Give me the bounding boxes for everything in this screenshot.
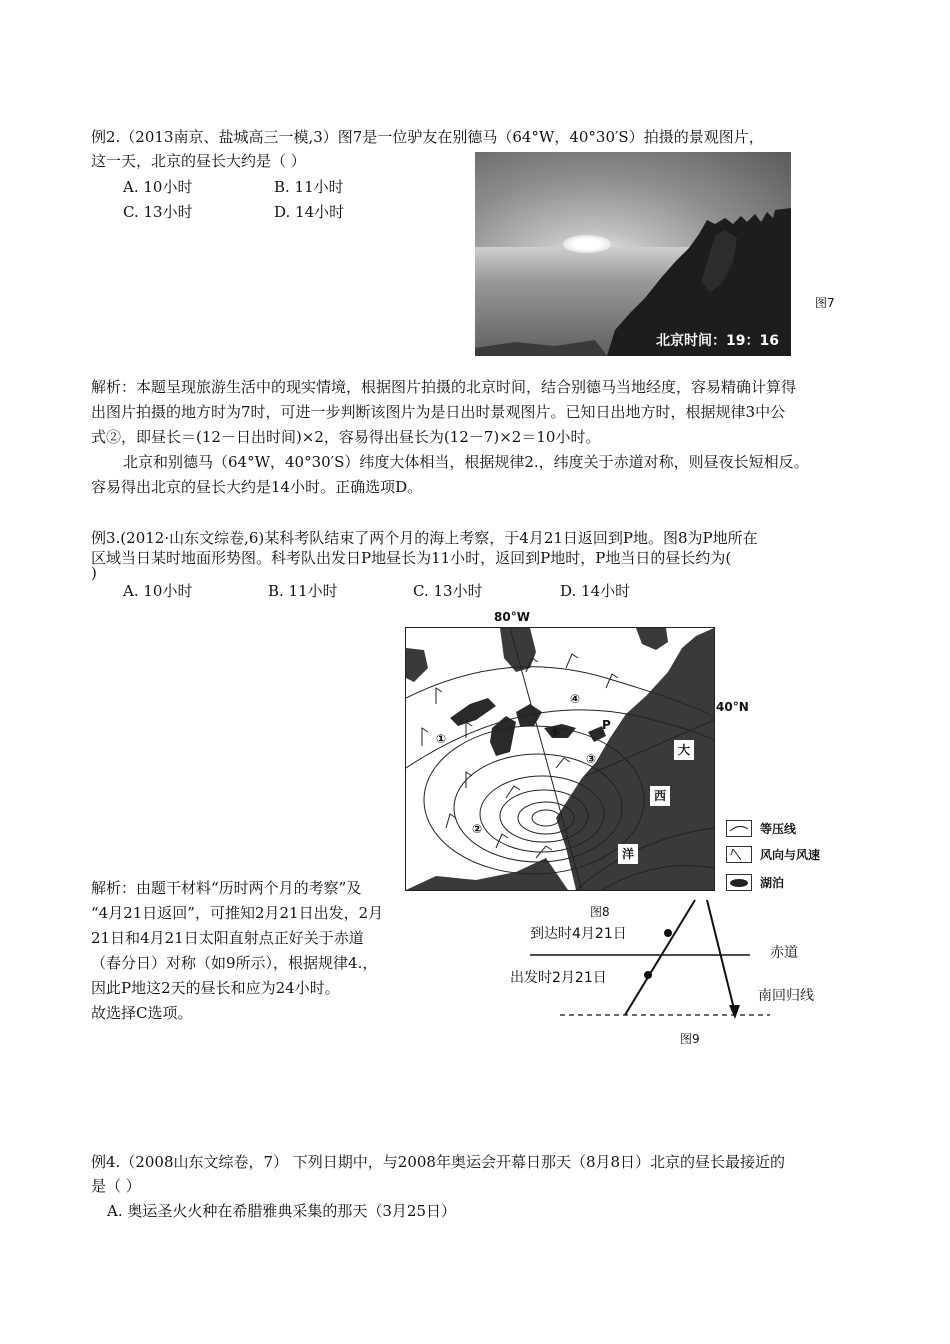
- map-marker-2: ②: [472, 822, 483, 836]
- example4-question-line1: 例4.（2008山东文综卷，7） 下列日期中，与2008年奥运会开幕日那天（8月8日）北京的昼长最接近的: [91, 1153, 786, 1171]
- map-ocean-label-2: 西: [650, 786, 670, 806]
- figure9-tropic-label: 南回归线: [758, 988, 814, 1004]
- example2-analysis-line3: 式②，即昼长＝(12－日出时间)×2，容易得出昼长为(12－7)×2＝10小时。: [91, 428, 601, 446]
- example4-question-line2: 是（ ）: [91, 1177, 141, 1195]
- example2-option-b: B. 11小时: [274, 178, 344, 196]
- example2-analysis-line1: 解析：本题呈现旅游生活中的现实情境，根据图片拍摄的北京时间，结合别德马当地经度，容易精确计算得: [91, 378, 797, 396]
- figure9-depart-label: 出发时2月21日: [510, 970, 607, 986]
- example2-option-a: A. 10小时: [123, 178, 193, 196]
- figure9-equator-label: 赤道: [770, 945, 798, 961]
- example3-analysis-line1: 解析：由题干材料“历时两个月的考察”及: [91, 879, 362, 897]
- example3-analysis-line6: 故选择C选项。: [91, 1004, 193, 1022]
- example3-analysis-line2: “4月21日返回”，可推知2月21日出发，2月: [91, 904, 384, 922]
- example3-question-line2: 区域当日某时地面形势图。科考队出发日P地昼长为11小时，返回到P地时，P地当日的昼长约为(: [91, 549, 732, 567]
- legend-lake-symbol: [726, 874, 752, 891]
- example2-analysis-line5: 容易得出北京的昼长大约是14小时。正确选项D。: [91, 478, 423, 496]
- map-ocean-label-3: 洋: [618, 844, 638, 864]
- weather-map-drawing: [406, 628, 714, 890]
- example2-question-line1: 例2.（2013南京、盐城高三一模,3）图7是一位驴友在别德马（64°W，40°30′S）拍摄的景观图片，: [91, 128, 764, 146]
- example4-option-a: A. 奥运圣火火种在希腊雅典采集的那天（3月25日）: [107, 1202, 457, 1220]
- example2-option-d: D. 14小时: [274, 203, 345, 221]
- weather-map: [405, 627, 715, 891]
- example2-analysis-line4: 北京和别德马（64°W，40°30′S）纬度大体相当，根据规律2.，纬度关于赤道对称，则昼夜长短相反。: [123, 453, 809, 471]
- example3-analysis-line5: 因此P地这2天的昼长和应为24小时。: [91, 979, 340, 997]
- map-marker-4: ④: [570, 692, 581, 706]
- figure9-caption: 图9: [680, 1032, 700, 1046]
- map-longitude-label: 80°W: [494, 610, 530, 624]
- example3-analysis-line4: （春分日）对称（如9所示），根据规律4.，: [91, 954, 378, 972]
- example3-option-a: A. 10小时: [123, 582, 193, 600]
- map-marker-3: ③: [586, 752, 597, 766]
- map-marker-5: ⑤: [550, 726, 561, 740]
- legend-isobar-symbol: [726, 820, 752, 837]
- sunrise-photo: [475, 152, 791, 356]
- example3-option-c: C. 13小时: [413, 582, 483, 600]
- map-latitude-label: 40°N: [716, 700, 749, 714]
- map-point-p: P: [602, 718, 611, 732]
- example3-option-b: B. 11小时: [268, 582, 338, 600]
- map-ocean-label-1: 大: [674, 740, 694, 760]
- example2-analysis-line2: 出图片拍摄的地方时为7时，可进一步判断该图片为是日出时景观图片。已知日出地方时，根据规律3中公: [91, 403, 786, 421]
- example3-question-line3: ): [91, 564, 97, 582]
- example3-question-line1: 例3.(2012·山东文综卷,6)某科考队结束了两个月的海上考察，于4月21日返回到P地。图8为P地所在: [91, 529, 758, 547]
- example2-option-c: C. 13小时: [123, 203, 193, 221]
- figure9-arrive-label: 到达时4月21日: [530, 926, 627, 942]
- example3-analysis-line3: 21日和4月21日太阳直射点正好关于赤道: [91, 929, 364, 947]
- example2-question-line2: 这一天，北京的昼长大约是（ ）: [91, 152, 306, 170]
- legend-wind-symbol: [726, 846, 752, 863]
- legend-isobar-label: 等压线: [760, 822, 797, 836]
- legend-lake-label: 湖泊: [760, 876, 785, 890]
- figure7-caption: 图7: [815, 296, 835, 310]
- figure8-caption: 图8: [590, 905, 610, 919]
- map-marker-1: ①: [436, 732, 447, 746]
- legend-wind-label: 风向与风速: [760, 848, 821, 862]
- cliff-silhouette: [475, 152, 791, 356]
- photo-beijing-time: 北京时间：19：16: [656, 333, 779, 349]
- example3-option-d: D. 14小时: [560, 582, 631, 600]
